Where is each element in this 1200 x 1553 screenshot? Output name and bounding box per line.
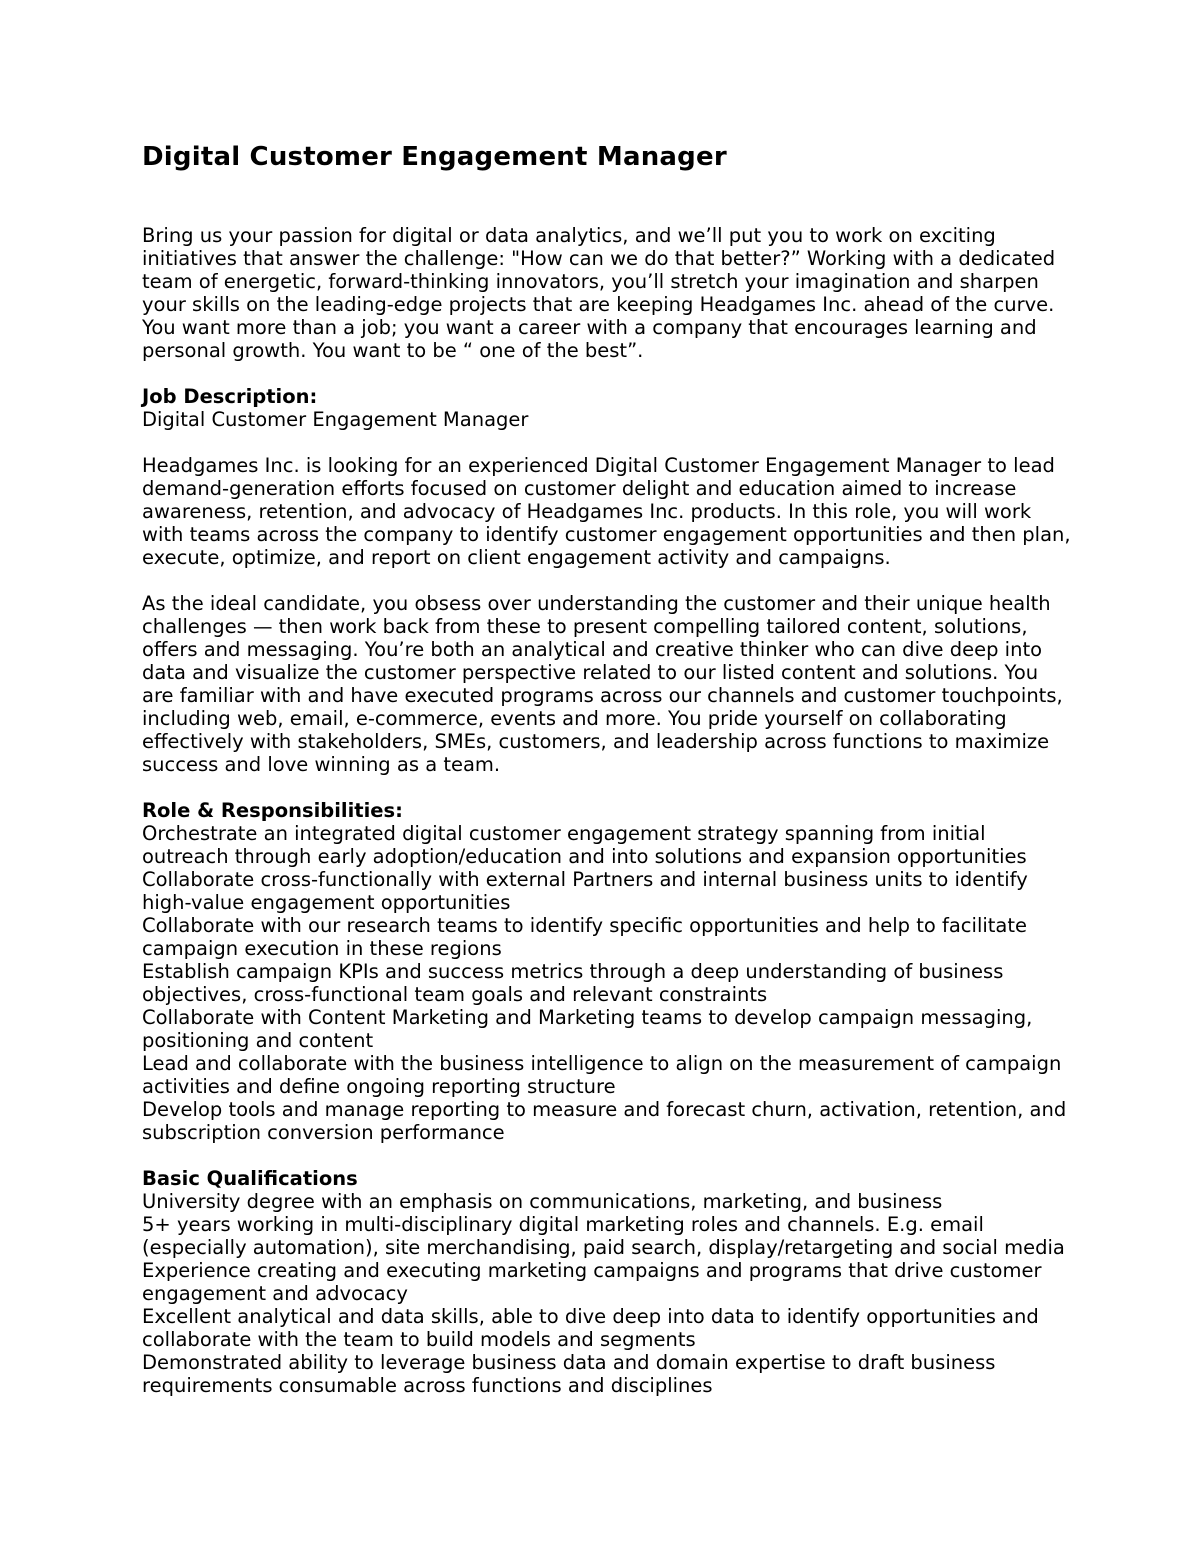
job-description-heading: Job Description: [142,385,318,408]
qualifications-heading: Basic Qualifications [142,1167,358,1190]
responsibility-item: Collaborate with our research teams to identify specific opportunities and help to facilitate campaign execution in these regions [142,914,1028,960]
job-description-section [142,385,1072,776]
responsibility-item: Develop tools and manage reporting to measure and forecast churn, activation, retention, and subscription conversion performance [142,1098,1067,1144]
intro-paragraph: Bring us your passion for digital or data analytics, and we’ll put you to work on exciting initiatives that answer the challenge: "How can we do that better?” Working with a dedicated team of energetic, forward-thinking innovators, you’ll stretch your imagination and sharpen your skills on the leading-edge projects that are keeping Headgames Inc. ahead of the curve. You want more than a job; you want a career with a company that encourages learning and personal growth. You want to be “ one of the best”. [142,224,1056,362]
job-description-paragraph-1: Headgames Inc. is looking for an experienced Digital Customer Engagement Manager to lead demand-generation efforts focused on customer delight and education aimed to increase awareness, retention, and advocacy of Headgames Inc. products. In this role, you will work with teams across the company to identify customer engagement opportunities and then plan, execute, optimize, and report on client engagement activity and campaigns. [142,454,1071,569]
qualification-item: 5+ years working in multi-disciplinary digital marketing roles and channels. E.g. email (especially automation), site merchandising, paid search, display/retargeting and social media [142,1213,1065,1259]
qualification-item: University degree with an emphasis on communications, marketing, and business [142,1190,943,1213]
responsibility-item: Collaborate cross-functionally with external Partners and internal business units to identify high-value engagement opportunities [142,868,1028,914]
document-page [142,140,1072,1397]
qualifications-section [142,1167,1072,1397]
responsibilities-heading: Role & Responsibilities: [142,799,403,822]
document-title: Digital Customer Engagement Manager [142,142,727,172]
qualification-item: Excellent analytical and data skills, able to dive deep into data to identify opportunities and collaborate with the team to build models and segments [142,1305,1039,1351]
responsibility-item: Collaborate with Content Marketing and Marketing teams to develop campaign messaging, positioning and content [142,1006,1033,1052]
responsibilities-section [142,799,1072,1144]
responsibility-item: Establish campaign KPIs and success metrics through a deep understanding of business objectives, cross-functional team goals and relevant constraints [142,960,1004,1006]
responsibility-item: Orchestrate an integrated digital customer engagement strategy spanning from initial outreach through early adoption/education and into solutions and expansion opportunities [142,822,1027,868]
qualification-item: Demonstrated ability to leverage business data and domain expertise to draft business requirements consumable across functions and disciplines [142,1351,996,1397]
job-description-paragraph-2: As the ideal candidate, you obsess over understanding the customer and their unique health challenges — then work back from these to present compelling tailored content, solutions, offers and messaging. You’re both an analytical and creative thinker who can dive deep into data and visualize the customer perspective related to our listed content and solutions. You are familiar with and have executed programs across our channels and customer touchpoints, including web, email, e-commerce, events and more. You pride yourself on collaborating effectively with stakeholders, SMEs, customers, and leadership across functions to maximize success and love winning as a team. [142,592,1063,776]
responsibility-item: Lead and collaborate with the business intelligence to align on the measurement of campaign activities and define ongoing reporting structure [142,1052,1062,1098]
qualification-item: Experience creating and executing marketing campaigns and programs that drive customer engagement and advocacy [142,1259,1042,1305]
job-description-position: Digital Customer Engagement Manager [142,408,529,431]
